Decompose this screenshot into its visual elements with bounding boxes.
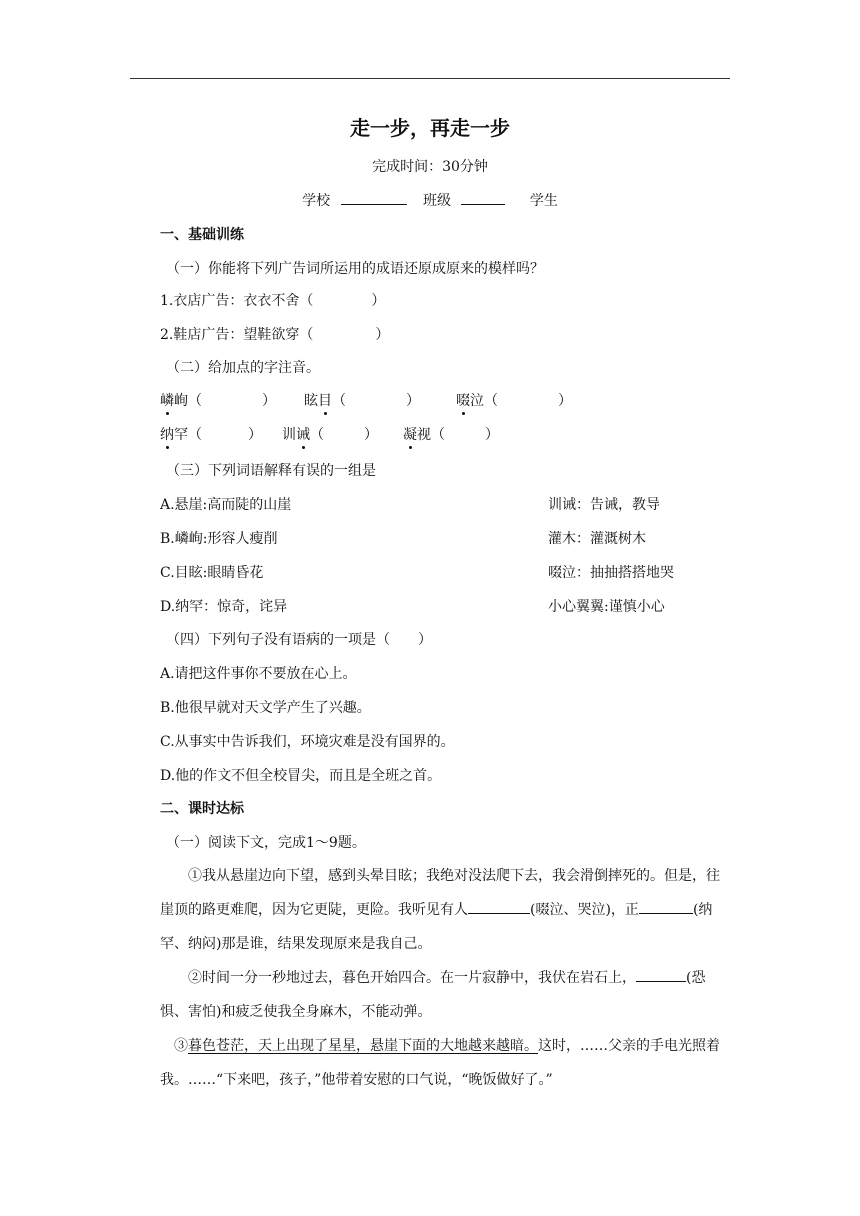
reading-prompt: （一）阅读下文，完成1～9题。 xyxy=(166,835,366,851)
time-line: 完成时间：30分钟 xyxy=(372,159,488,175)
info-line xyxy=(130,190,730,211)
q2-word-6: 凝视（ ） xyxy=(403,427,499,443)
q3-option-d-right: 小心翼翼:谨慎小心 xyxy=(548,599,665,615)
school-label: 学校 xyxy=(302,193,331,209)
q4-option-b: B.他很早就对天文学产生了兴趣。 xyxy=(160,700,371,716)
q2-word-3: 啜泣（ ） xyxy=(456,393,572,409)
q4-prompt: （四）下列句子没有语病的一项是（ ） xyxy=(166,632,432,648)
q1-prompt: （一）你能将下列广告词所运用的成语还原成原来的模样吗？ xyxy=(166,261,544,277)
underlined-sentence: 暮色苍茫，天上出现了星星，悬崖下面的大地越来越暗。 xyxy=(188,1038,538,1054)
section1-heading: 一、基础训练 xyxy=(160,227,244,243)
q2-word-5: 训诫（ ） xyxy=(282,427,378,443)
class-blank[interactable] xyxy=(461,190,505,205)
q1-item2: 2.鞋店广告：望鞋欲穿（ ） xyxy=(160,327,390,343)
q3-option-a-right: 训诫：告诫，教导 xyxy=(548,497,660,513)
section2-heading: 二、课时达标 xyxy=(160,801,244,817)
q4-option-d: D.他的作文不但全校冒尖，而且是全班之首。 xyxy=(160,768,442,784)
student-label: 学生 xyxy=(529,193,558,209)
q4-option-c: C.从事实中告诉我们，环境灾难是没有国界的。 xyxy=(160,734,455,750)
q2-word-2: 眩目（ ） xyxy=(304,393,420,409)
q2-prompt: （二）给加点的字注音。 xyxy=(166,360,320,376)
passage-paragraph-2: ②时间一分一秒地过去，暮色开始四合。在一片寂静中，我伏在岩石上， (恐惧、害怕)和疲乏使我全身麻木，不能动弹。 xyxy=(160,961,730,1029)
passage-blank-3[interactable] xyxy=(636,967,686,982)
q3-option-d-left: D.纳罕：惊奇，诧异 xyxy=(160,599,288,615)
q2-word-4: 纳罕（ ） xyxy=(160,427,262,443)
q3-option-b-left: B.嶙峋:形容人瘦削 xyxy=(160,531,278,547)
passage-blank-1[interactable] xyxy=(468,899,530,914)
page-title: 走一步，再走一步 xyxy=(350,116,510,140)
top-rule xyxy=(130,78,730,79)
q2-word-1: 嶙峋（ ） xyxy=(160,393,276,409)
passage-blank-2[interactable] xyxy=(639,899,693,914)
school-blank[interactable] xyxy=(341,190,407,205)
q3-option-c-left: C.目眩:眼睛昏花 xyxy=(160,565,264,581)
q3-prompt: （三）下列词语解释有误的一组是 xyxy=(166,463,376,479)
q3-option-b-right: 灌木：灌溉树木 xyxy=(548,531,646,547)
class-label: 班级 xyxy=(423,193,451,209)
passage-paragraph-3: ③暮色苍茫，天上出现了星星，悬崖下面的大地越来越暗。这时，……父亲的手电光照着我。……“下来吧，孩子，”他带着安慰的口气说，“晚饭做好了。” xyxy=(160,1038,720,1088)
q3-option-c-right: 啜泣：抽抽搭搭地哭 xyxy=(548,565,674,581)
q3-option-a-left: A.悬崖:高而陡的山崖 xyxy=(160,497,292,513)
q4-option-a: A.请把这件事你不要放在心上。 xyxy=(160,666,357,682)
passage-paragraph-1: ①我从悬崖边向下望，感到头晕目眩；我绝对没法爬下去，我会滑倒摔死的。但是，往崖顶的路更难爬，因为它更陡，更险。我听见有人 (啜泣、哭泣)，正 (纳罕、纳闷)那是谁，结果发现原来是我自己。 xyxy=(160,868,720,952)
q1-item1: 1.衣店广告：衣衣不舍（ ） xyxy=(160,293,386,309)
